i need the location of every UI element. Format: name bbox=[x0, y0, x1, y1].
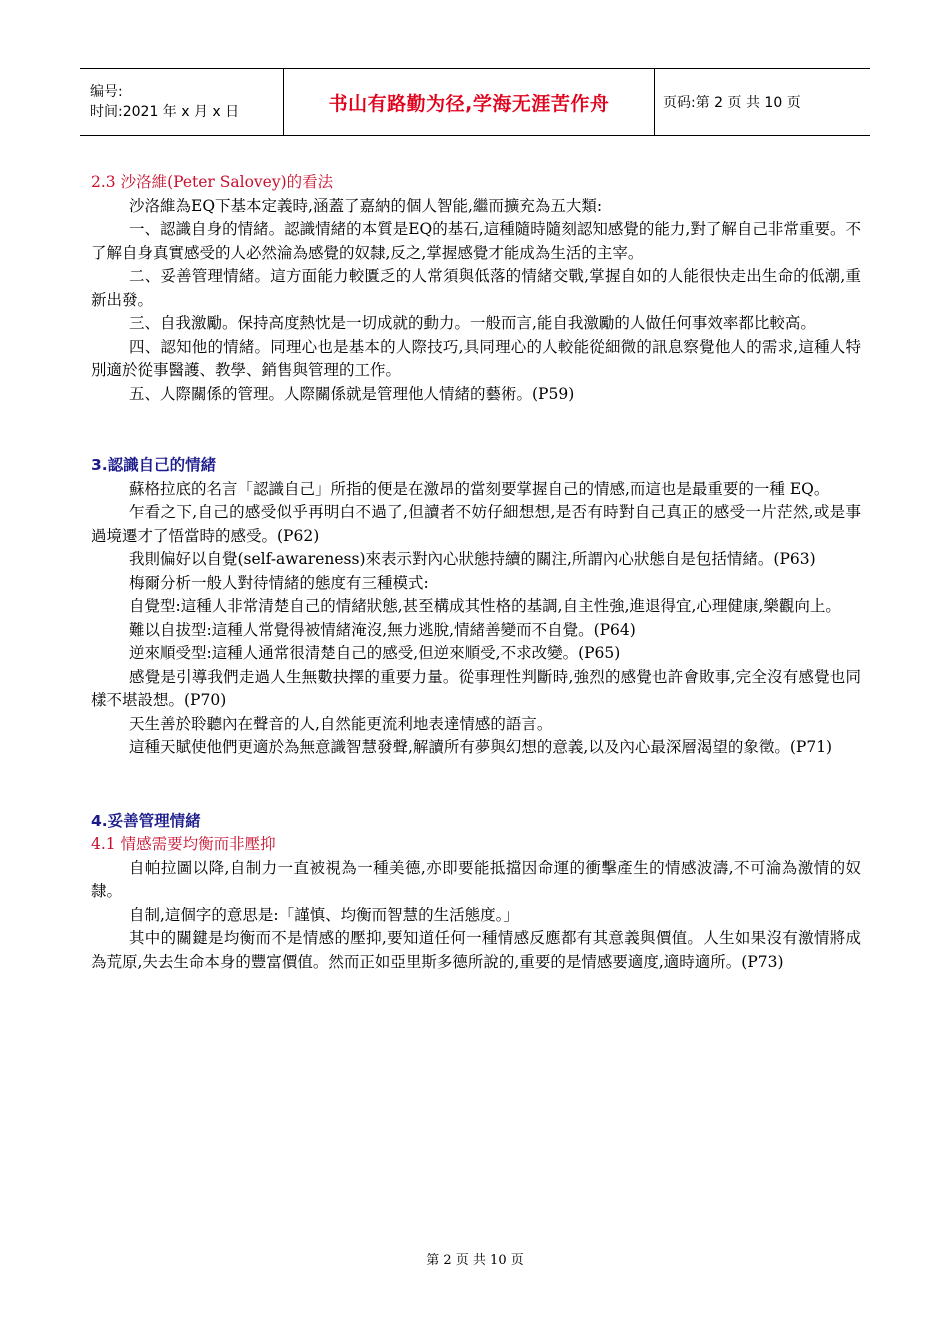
paragraph: 自制,這個字的意思是:「謹慎、均衡而智慧的生活態度。」 bbox=[129, 905, 519, 924]
section-heading-4: 4.妥善管理情緒 bbox=[91, 811, 201, 830]
paragraph: 蘇格拉底的名言「認識自己」所指的便是在激昂的當刻要掌握自己的情感,而這也是最重要的一種 EQ。 bbox=[129, 479, 830, 498]
section-heading-3: 3.認識自己的情緒 bbox=[91, 456, 217, 474]
paragraph: 難以自拔型:這種人常覺得被情緒淹沒,無力逃脫,情緒善變而不自覺。(P64) bbox=[129, 620, 636, 639]
paragraph: 自帕拉圖以降,自制力一直被視為一種美德,亦即要能抵擋因命運的衝擊產生的情感波濤,不可淪為激情的奴隸。 bbox=[91, 858, 861, 900]
header-page-info-cell bbox=[655, 69, 870, 135]
paragraph: 感覺是引導我們走過人生無數抉擇的重要力量。從事理性判斷時,強烈的感覺也許會敗事,完全沒有感覺也同樣不堪設想。(P70) bbox=[91, 667, 861, 709]
time-label: 时间:2021 年 x 月 x 日 bbox=[90, 104, 240, 120]
paragraph: 一、認識自身的情緒。認識情緒的本質是EQ的基石,這種隨時隨刻認知感覺的能力,對了解自己非常重要。不了解自身真實感受的人必然淪為感覺的奴隸,反之,掌握感覺才能成為生活的主宰。 bbox=[91, 220, 861, 262]
paragraph: 乍看之下,自己的感受似乎再明白不過了,但讀者不妨仔細想想,是否有時對自己真正的感受一片茫然,或是事過境遷才了悟當時的感受。(P62) bbox=[91, 503, 861, 545]
paragraph: 五、人際關係的管理。人際關係就是管理他人情緒的藝術。(P59) bbox=[129, 384, 575, 403]
spacer bbox=[91, 760, 861, 810]
paragraph: 其中的關鍵是均衡而不是情感的壓抑,要知道任何一種情感反應都有其意義與價值。人生如果沒有激情將成為荒原,失去生命本身的豐富價值。然而正如亞里斯多德所說的,重要的是情感要適度,適時適所。(P73) bbox=[91, 929, 861, 971]
paragraph: 我則偏好以自覺(self-awareness)來表示對內心狀態持續的關注,所謂內心狀態自是包括情緒。(P63) bbox=[129, 550, 816, 568]
code-label: 编号: bbox=[90, 84, 123, 100]
page-info: 页码:第 2 页 共 10 页 bbox=[663, 95, 801, 111]
paragraph: 天生善於聆聽內在聲音的人,自然能更流利地表達情感的語言。 bbox=[129, 714, 553, 733]
paragraph: 自覺型:這種人非常清楚自己的情緒狀態,甚至構成其性格的基調,自主性強,進退得宜,心理健康,樂觀向上。 bbox=[129, 597, 841, 615]
paragraph: 沙洛維為EQ下基本定義時,涵蓋了嘉納的個人智能,繼而擴充為五大類: bbox=[129, 196, 603, 215]
page-footer: 第 2 页 共 10 页 bbox=[426, 1253, 524, 1268]
motto: 书山有路勤为径,学海无涯苦作舟 bbox=[328, 92, 610, 115]
header-motto-cell bbox=[283, 69, 655, 135]
page-header bbox=[80, 68, 870, 136]
paragraph: 梅爾分析一般人對待情緒的態度有三種模式: bbox=[129, 573, 429, 592]
paragraph: 這種天賦使他們更適於為無意識智慧發聲,解讀所有夢與幻想的意義,以及內心最深層渴望的象徵。(P71) bbox=[129, 738, 833, 756]
paragraph: 二、妥善管理情緒。這方面能力較匱乏的人常須與低落的情緒交戰,掌握自如的人能很快走出生命的低潮,重新出發。 bbox=[91, 267, 861, 309]
section-heading-2-3: 2.3 沙洛維(Peter Salovey)的看法 bbox=[91, 173, 334, 191]
spacer bbox=[91, 406, 861, 454]
document-body bbox=[91, 171, 861, 974]
paragraph: 四、認知他的情緒。同理心也是基本的人際技巧,具同理心的人較能從細微的訊息察覺他人的需求,這種人特別適於從事醫護、教學、銷售與管理的工作。 bbox=[91, 337, 861, 379]
paragraph: 三、自我激勵。保持高度熱忱是一切成就的動力。一般而言,能自我激勵的人做任何事效率都比較高。 bbox=[129, 314, 816, 332]
paragraph: 逆來順受型:這種人通常很清楚自己的感受,但逆來順受,不求改變。(P65) bbox=[129, 644, 621, 662]
header-meta bbox=[80, 69, 283, 135]
section-heading-4-1: 4.1 情感需要均衡而非壓抑 bbox=[91, 835, 276, 853]
